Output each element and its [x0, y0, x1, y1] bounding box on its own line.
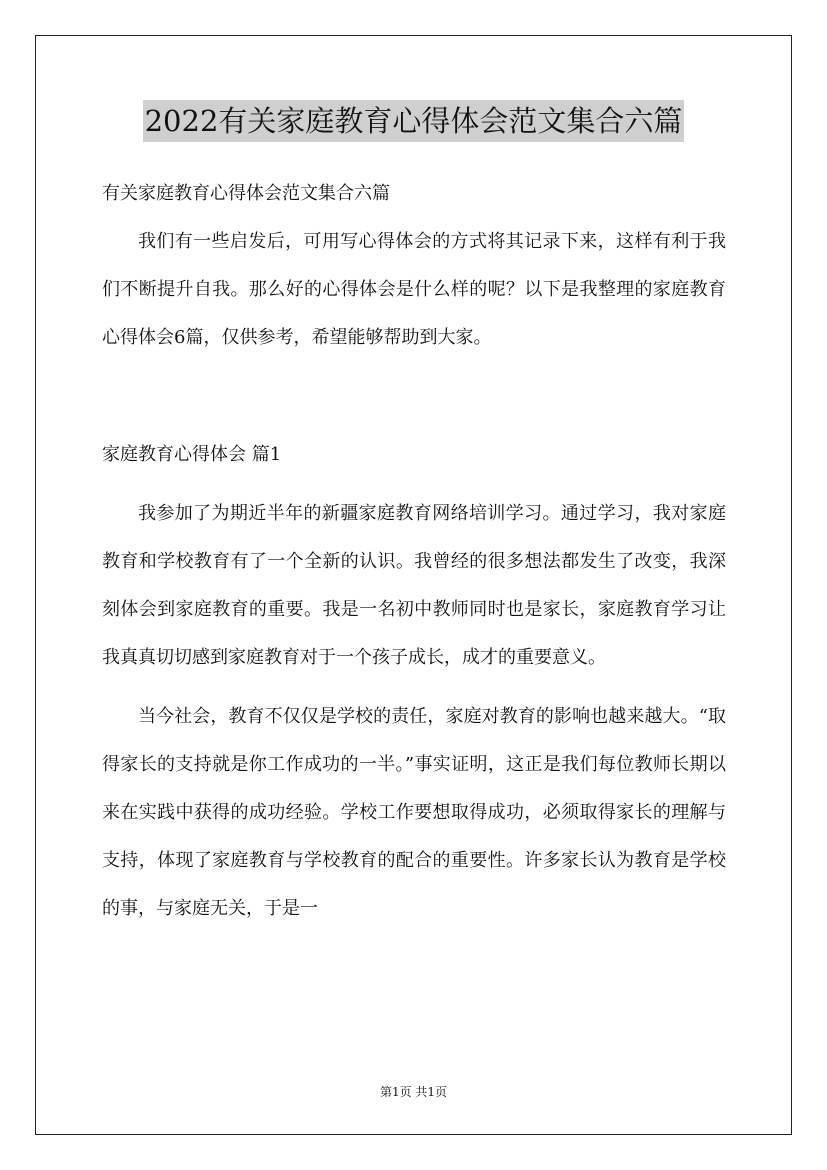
page-footer: 第1页 共1页 [379, 1085, 448, 1099]
section-gap [102, 373, 726, 431]
document-subtitle: 有关家庭教育心得体会范文集合六篇 [102, 183, 390, 204]
title-container [0, 100, 827, 142]
document-body [102, 170, 726, 944]
body-paragraph-2: 当今社会，教育不仅仅是学校的责任，家庭对教育的影响也越来越大。“取得家长的支持就是你工作成功的一半。”事实证明，这正是我们每位教师长期以来在实践中获得的成功经验。学校工作要想取得成功，必须取得家长的理解与支持，体现了家庭教育与学校教育的配合的重要性。许多家长认为教育是学校的事，与家庭无关，于是一 [102, 706, 726, 919]
document-title: 2022有关家庭教育心得体会范文集合六篇 [143, 100, 685, 142]
section-heading: 家庭教育心得体会 篇1 [102, 444, 282, 465]
body-paragraph-1: 我参加了为期近半年的新疆家庭教育网络培训学习。通过学习，我对家庭教育和学校教育有了一个全新的认识。我曾经的很多想法都发生了改变，我深刻体会到家庭教育的重要。我是一名初中教师同时也是家长，家庭教育学习让我真真切切感到家庭教育对于一个孩子成长，成才的重要意义。 [102, 503, 726, 668]
intro-paragraph: 我们有一些启发后，可用写心得体会的方式将其记录下来，这样有利于我们不断提升自我。那么好的心得体会是什么样的呢？以下是我整理的家庭教育心得体会6篇，仅供参考，希望能够帮助到大家。 [102, 231, 726, 348]
